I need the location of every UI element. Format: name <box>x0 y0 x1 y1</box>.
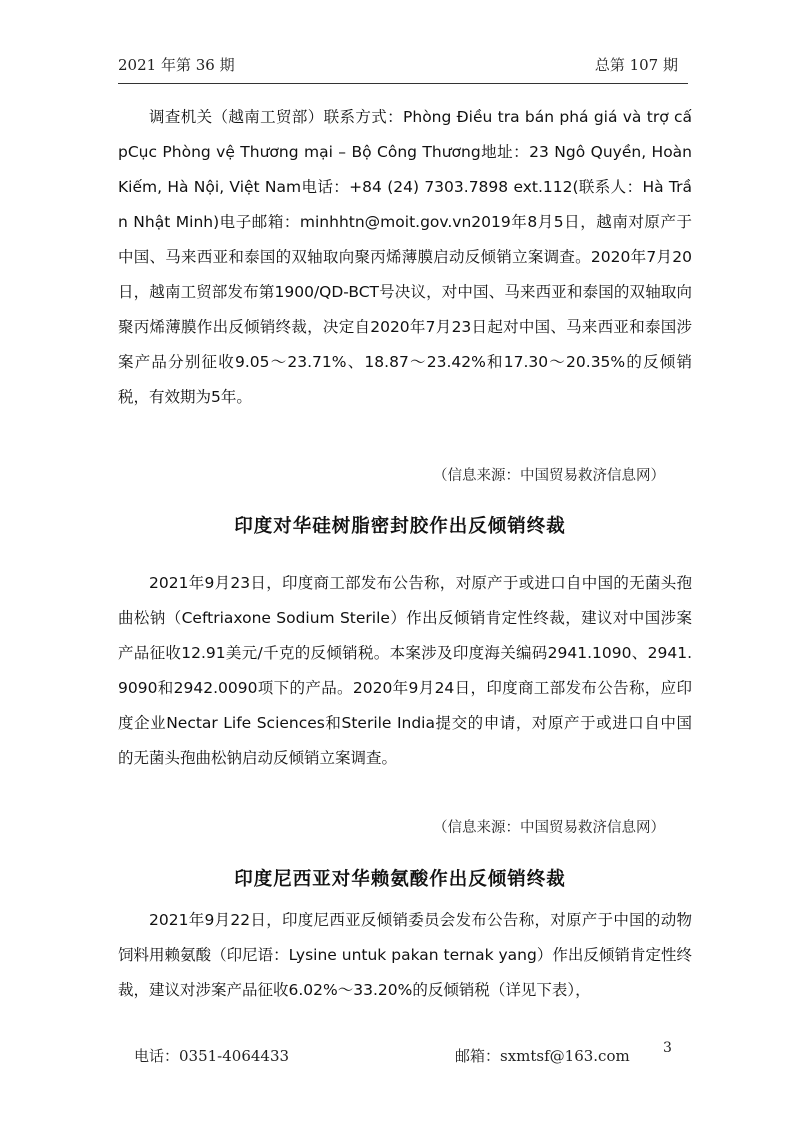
issue-number: 2021 年第 36 期 <box>118 56 235 74</box>
header-divider <box>118 83 688 84</box>
footer-email: 邮箱：sxmtsf@163.com <box>455 1047 630 1065</box>
article2-paragraph: 2021年9月23日，印度商工部发布公告称，对原产于或进口自中国的无菌头孢曲松钠（Ceftriaxone Sodium Sterile）作出反倾销肯定性终裁，建议对中国涉案产品征收12.91美元/千克的反倾销税。本案涉及印度海关编码2941.1090、2941.9090和2942.0090项下的产品。2020年9月24日，印度商工部发布公告称，应印度企业Nectar Life Sciences和Sterile India提交的申请，对原产于或进口自中国的无菌头孢曲松钠启动反倾销立案调查。 <box>118 574 692 767</box>
article3-paragraph: 2021年9月22日，印度尼西亚反倾销委员会发布公告称，对原产于中国的动物饲料用赖氨酸（印尼语：Lysine untuk pakan ternak yang）作出反倾销肯定性终裁，建议对涉案产品征收6.02%～33.20%的反倾销税（详见下表）， <box>118 911 692 999</box>
total-issue-number: 总第 107 期 <box>594 56 678 74</box>
page-number: 3 <box>663 1040 672 1056</box>
footer-phone: 电话：0351-4064433 <box>134 1047 290 1065</box>
article1-paragraph: 调查机关（越南工贸部）联系方式：Phòng Điều tra bán phá giá và trợ cấpCục Phòng vệ Thương mại – Bộ Công Thương地址：23 Ngô Quyền, Hoàn Kiếm, Hà Nội, Việt Nam电话：+84 (24) 7303.7898 ext.112(联系人：Hà Trần Nhật Minh)电子邮箱：minhhtn@moit.gov.vn2019年8月5日，越南对原产于中国、马来西亚和泰国的双轴取向聚丙烯薄膜启动反倾销立案调查。2020年7月20日，越南工贸部发布第1900/QD-BCT号决议，对中国、马来西亚和泰国的双轴取向聚丙烯薄膜作出反倾销终裁，决定自2020年7月23日起对中国、马来西亚和泰国涉案产品分别征收9.05～23.71%、18.87～23.42%和17.30～20.35%的反倾销税，有效期为5年。 <box>118 108 692 406</box>
article1-source: （信息来源：中国贸易救济信息网） <box>433 468 665 484</box>
article2-title: 印度对华硅树脂密封胶作出反倾销终裁 <box>234 516 566 537</box>
article3-title: 印度尼西亚对华赖氨酸作出反倾销终裁 <box>234 869 566 890</box>
article2-source: （信息来源：中国贸易救济信息网） <box>433 820 665 836</box>
